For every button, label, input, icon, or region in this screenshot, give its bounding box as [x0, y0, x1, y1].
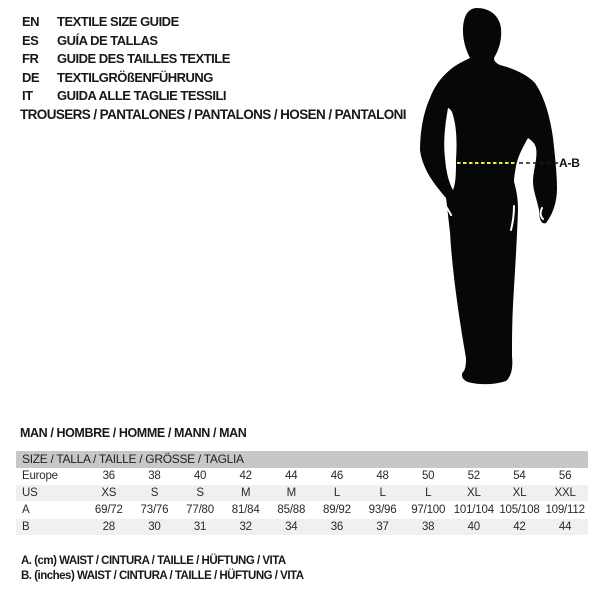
table-cell: 56 — [558, 470, 572, 482]
table-cell: L — [379, 487, 386, 499]
table-cell: 36 — [102, 470, 116, 482]
table-cell: 73/76 — [140, 504, 169, 516]
table-cell: 37 — [376, 521, 389, 533]
table-cell: 109/112 — [545, 504, 585, 516]
table-cell: 36 — [330, 521, 344, 533]
gender-title: MAN / HOMBRE / HOMME / MANN / MAN — [20, 426, 247, 440]
language-row-de — [22, 69, 230, 88]
size-table-header: SIZE / TALLA / TAILLE / GRÖSSE / TAGLIA — [16, 451, 588, 468]
table-cell: 38 — [421, 521, 435, 533]
table-cell: 46 — [330, 470, 344, 482]
table-cell: L — [425, 487, 432, 499]
table-cell: XS — [101, 487, 117, 499]
table-cell: 69/72 — [94, 504, 123, 516]
table-row-us — [16, 485, 588, 502]
row-label: A — [22, 504, 30, 516]
language-label: GUIDE DES TAILLES TEXTILE — [57, 51, 230, 66]
table-cell: S — [150, 487, 159, 499]
size-table-grid — [16, 468, 588, 536]
table-cell: 40 — [467, 521, 481, 533]
footnote-b: B. (inches) WAIST / CINTURA / TAILLE / HÜFTUNG / VITA — [21, 570, 304, 582]
language-code: ES — [22, 32, 39, 48]
table-cell: 101/104 — [453, 504, 494, 516]
waist-measure-label: A-B — [559, 156, 580, 170]
language-code: IT — [22, 88, 33, 103]
table-cell: 32 — [239, 521, 252, 533]
language-code: EN — [22, 14, 40, 29]
man-silhouette-body — [420, 8, 557, 384]
table-row-europe — [16, 468, 588, 485]
table-cell: XL — [466, 487, 481, 499]
table-cell: 48 — [376, 470, 389, 482]
table-cell: M — [286, 487, 296, 499]
table-cell: 30 — [148, 521, 161, 533]
table-cell: M — [240, 487, 251, 499]
language-label: GUÍA DE TALLAS — [57, 32, 158, 48]
table-cell: 52 — [467, 470, 481, 482]
language-row-es — [22, 32, 230, 51]
table-cell: 89/92 — [323, 504, 351, 516]
table-cell: 44 — [285, 470, 298, 482]
measure-footnotes — [21, 554, 304, 584]
table-cell: 105/108 — [499, 504, 540, 516]
row-label: US — [22, 487, 38, 499]
man-silhouette — [410, 0, 600, 410]
table-cell: L — [333, 487, 341, 499]
table-cell: 28 — [102, 521, 116, 533]
language-code: FR — [22, 51, 39, 66]
table-cell: 97/100 — [411, 504, 446, 516]
table-cell: XXL — [554, 487, 576, 499]
language-row-fr — [22, 50, 230, 69]
language-code: DE — [22, 69, 40, 85]
footnote-a: A. (cm) WAIST / CINTURA / TAILLE / HÜFTUNG / VITA — [21, 555, 286, 567]
table-cell: 31 — [193, 521, 207, 533]
row-label: Europe — [22, 470, 58, 482]
table-cell: 42 — [513, 521, 526, 533]
table-cell: 85/88 — [277, 504, 306, 516]
table-cell: 44 — [558, 521, 572, 533]
table-row-a-cm — [16, 502, 588, 519]
size-table — [16, 451, 588, 536]
language-row-en — [22, 13, 230, 32]
table-cell: 40 — [193, 470, 207, 482]
garment-title: TROUSERS / PANTALONES / PANTALONS / HOSEN / PANTALONI — [20, 107, 406, 122]
table-row-b-inches — [16, 519, 588, 536]
table-cell: XL — [512, 487, 527, 499]
language-label: TEXTILE SIZE GUIDE — [57, 14, 179, 29]
table-cell: 77/80 — [186, 504, 214, 516]
table-cell: 93/96 — [368, 504, 397, 516]
table-cell: S — [196, 487, 204, 499]
language-label: TEXTILGRÖßENFÜHRUNG — [57, 69, 213, 85]
table-cell: 34 — [285, 521, 298, 533]
language-row-it — [22, 87, 230, 106]
table-cell: 54 — [513, 470, 526, 482]
language-label: GUIDA ALLE TAGLIE TESSILI — [57, 88, 227, 103]
row-label: B — [22, 521, 30, 533]
table-cell: 50 — [421, 470, 435, 482]
language-guide — [22, 13, 230, 106]
table-cell: 81/84 — [231, 504, 260, 516]
table-cell: 38 — [148, 470, 161, 482]
table-cell: 42 — [239, 470, 252, 482]
